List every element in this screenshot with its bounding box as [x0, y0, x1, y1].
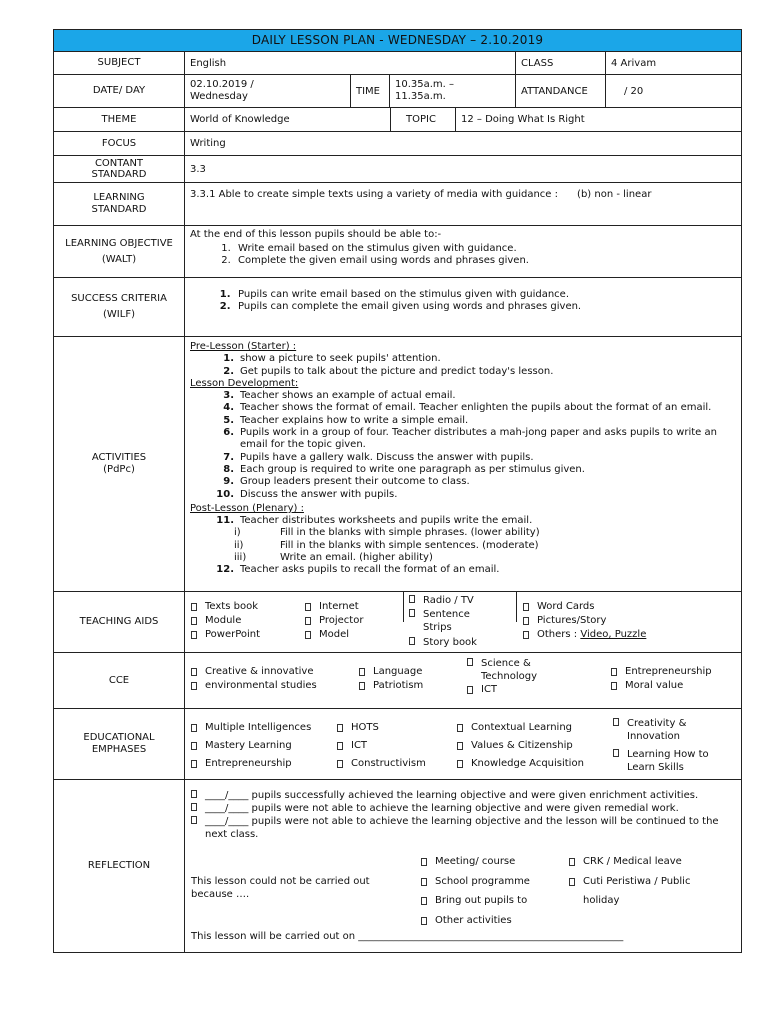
checkbox-icon[interactable]: [305, 617, 311, 625]
aid-option[interactable]: Internet: [305, 600, 363, 614]
activities-content: [185, 337, 741, 591]
teaching-aids-label: TEACHING AIDS: [54, 592, 185, 652]
list-item: 12. Teacher asks pupils to recall the format of an email.: [216, 564, 500, 576]
list-item: 10. Discuss the answer with pupils.: [216, 488, 398, 500]
emphasis-option[interactable]: Entrepreneurship: [191, 755, 311, 773]
cce-option[interactable]: Language: [359, 665, 423, 679]
aid-option[interactable]: Projector: [305, 614, 363, 628]
list-item: 9. Group leaders present their outcome to class.: [223, 476, 470, 488]
page-title: DAILY LESSON PLAN - WEDNESDAY – 2.10.2019: [54, 30, 741, 52]
list-item: 11. Teacher distributes worksheets and pupils write the email.: [216, 515, 533, 527]
checkbox-icon[interactable]: [421, 917, 427, 925]
checkbox-icon[interactable]: [191, 816, 197, 824]
checkbox-icon[interactable]: [191, 742, 197, 750]
focus-value: Writing: [190, 138, 226, 149]
post-lesson-heading: Post-Lesson (Plenary) :: [190, 502, 304, 514]
class-value: 4 Arivam: [611, 57, 657, 69]
emphases-row: [54, 709, 741, 780]
reflection-label: REFLECTION: [54, 780, 185, 952]
list-item: 5. Teacher explains how to write a simple email.: [223, 414, 469, 426]
topic-value: 12 – Doing What Is Right: [461, 114, 585, 125]
objective-intro: At the end of this lesson pupils should be able to:-: [190, 229, 442, 240]
content-standard-row: [54, 156, 741, 183]
date-row: [54, 75, 741, 108]
checkbox-icon[interactable]: [467, 686, 473, 694]
list-item: 7. Pupils have a gallery walk. Discuss the answer with pupils.: [223, 451, 534, 463]
aid-option[interactable]: Module: [191, 614, 260, 628]
success-item: 1. Pupils can write email based on the stimulus given with guidance.: [234, 289, 736, 301]
reflection-line[interactable]: ____/____ pupils successfully achieved the learning objective and were given enrichment activities.: [191, 789, 735, 802]
emphasis-option[interactable]: Contextual Learning: [457, 719, 584, 737]
teaching-aids-options: [185, 592, 741, 652]
aid-option[interactable]: Sentence Strips: [409, 608, 477, 634]
cce-option[interactable]: Patriotism: [359, 679, 423, 693]
checkbox-icon[interactable]: [191, 803, 197, 811]
aid-option[interactable]: Radio / TV: [409, 594, 477, 608]
carried-on-line: This lesson will be carried out on _____________________________________________________: [191, 931, 624, 942]
checkbox-icon[interactable]: [569, 878, 575, 886]
checkbox-icon[interactable]: [523, 603, 529, 611]
activities-row: [54, 337, 741, 592]
cce-option[interactable]: environmental studies: [191, 679, 317, 693]
checkbox-icon[interactable]: [191, 724, 197, 732]
success-item: 2. Pupils can complete the email given using words and phrases given.: [234, 301, 736, 313]
checkbox-icon[interactable]: [337, 760, 343, 768]
reason-option[interactable]: Meeting/ course: [421, 852, 530, 872]
checkbox-icon[interactable]: [191, 682, 197, 690]
checkbox-icon[interactable]: [613, 749, 619, 757]
success-row: [54, 278, 741, 337]
checkbox-icon[interactable]: [523, 617, 529, 625]
checkbox-icon[interactable]: [191, 603, 197, 611]
aid-option[interactable]: Pictures/Story: [523, 614, 646, 628]
checkbox-icon[interactable]: [359, 668, 365, 676]
list-item: 8. Each group is required to write one paragraph as per stimulus given.: [223, 463, 585, 475]
content-standard-label: CONTANT STANDARD: [54, 156, 185, 182]
checkbox-icon[interactable]: [421, 858, 427, 866]
checkbox-icon[interactable]: [305, 631, 311, 639]
lesson-plan-table: [53, 29, 742, 953]
time-value: 10.35a.m. – 11.35a.m.: [390, 75, 516, 107]
list-item: 2. Get pupils to talk about the picture and predict today's lesson.: [223, 365, 554, 377]
checkbox-icon[interactable]: [191, 760, 197, 768]
sub-item: ii) Fill in the blanks with simple sentences. (moderate): [234, 539, 539, 551]
checkbox-icon[interactable]: [409, 595, 415, 603]
cce-label: CCE: [54, 653, 185, 708]
learning-standard-label: LEARNING STANDARD: [54, 183, 185, 225]
success-label: SUCCESS CRITERIA (WILF): [54, 278, 185, 336]
not-carried-text: This lesson could not be carried out because ….: [191, 876, 370, 900]
lesson-development-list: [190, 390, 736, 501]
aid-option[interactable]: Model: [305, 628, 363, 642]
checkbox-icon[interactable]: [409, 637, 415, 645]
focus-row: [54, 132, 741, 156]
post-lesson-list: [190, 515, 736, 527]
lesson-development-heading: Lesson Development:: [190, 377, 299, 389]
cce-option[interactable]: Science & Technology: [467, 657, 537, 683]
theme-row: [54, 108, 741, 132]
reason-option[interactable]: School programme: [421, 872, 530, 892]
teaching-aids-row: [54, 592, 741, 653]
reason-option[interactable]: Bring out pupils to: [421, 891, 530, 911]
checkbox-icon[interactable]: [191, 617, 197, 625]
class-label: CLASS: [516, 52, 606, 74]
reflection-row: [54, 780, 741, 952]
subject-value: English: [185, 52, 516, 74]
objective-content: [185, 226, 741, 277]
checkbox-icon[interactable]: [569, 858, 575, 866]
theme-label: THEME: [54, 108, 185, 131]
cce-option[interactable]: Moral value: [611, 679, 712, 693]
topic-label: TOPIC: [391, 108, 456, 131]
checkbox-icon[interactable]: [611, 682, 617, 690]
checkbox-icon[interactable]: [191, 790, 197, 798]
emphasis-option[interactable]: ICT: [337, 737, 426, 755]
sub-item: i) Fill in the blanks with simple phrases. (lower ability): [234, 527, 540, 539]
objective-list: [190, 243, 736, 267]
sub-item: iii) Write an email. (higher ability): [234, 552, 433, 564]
date-label: DATE/ DAY: [54, 75, 185, 107]
emphasis-option[interactable]: Multiple Intelligences: [191, 719, 311, 737]
emphasis-option[interactable]: Mastery Learning: [191, 737, 311, 755]
checkbox-icon[interactable]: [359, 682, 365, 690]
aid-option[interactable]: Story book: [409, 636, 477, 650]
objective-label: LEARNING OBJECTIVE (WALT): [54, 226, 185, 277]
checkbox-icon[interactable]: [613, 718, 619, 726]
pre-lesson-list: [190, 353, 736, 378]
post-lesson-list-end: [190, 564, 736, 576]
date-value: 02.10.2019 / Wednesday: [185, 75, 351, 107]
emphases-label: EDUCATIONAL EMPHASES: [54, 709, 185, 779]
reason-option[interactable]: CRK / Medical leave: [569, 852, 690, 872]
checkbox-icon[interactable]: [191, 631, 197, 639]
cce-options: [185, 653, 741, 708]
emphasis-option[interactable]: Creativity & Innovation: [613, 717, 709, 743]
reflection-line[interactable]: ____/____ pupils were not able to achieve the learning objective and the lesson will be continued to the next class.: [191, 815, 735, 841]
list-item: 6. Pupils work in a group of four. Teacher distributes a mah-jong paper and asks pupils to write an email for the topic given.: [223, 427, 717, 451]
reflection-line[interactable]: ____/____ pupils were not able to achieve the learning objective and were given remedial work.: [191, 802, 735, 815]
aid-option[interactable]: PowerPoint: [191, 628, 260, 642]
subject-row: [54, 52, 741, 75]
cce-option[interactable]: Entrepreneurship: [611, 665, 712, 679]
cce-option[interactable]: Creative & innovative: [191, 665, 317, 679]
objective-row: [54, 226, 741, 278]
checkbox-icon[interactable]: [409, 609, 415, 617]
checkbox-icon[interactable]: [523, 631, 529, 639]
checkbox-icon[interactable]: [457, 724, 463, 732]
attendance-label: ATTANDANCE: [516, 75, 606, 107]
objective-item: 2. Complete the given email using words and phrases given.: [234, 255, 736, 267]
attendance-value: / 20: [624, 85, 644, 97]
success-content: [185, 278, 741, 336]
cce-row: [54, 653, 741, 709]
checkbox-icon[interactable]: [457, 742, 463, 750]
aid-option-others[interactable]: Others : Video, Puzzle: [523, 628, 646, 642]
emphasis-option[interactable]: Learning How to Learn Skills: [613, 748, 709, 774]
checkbox-icon[interactable]: [467, 658, 473, 666]
list-item: 4. Teacher shows the format of email. Teacher enlighten the pupils about the format of an email.: [223, 402, 712, 414]
others-value: Video, Puzzle: [580, 629, 647, 640]
list-item: 1. show a picture to seek pupils' attention.: [223, 353, 441, 365]
emphasis-option[interactable]: Constructivism: [337, 755, 426, 773]
learning-standard-value: 3.3.1 Able to create simple texts using a variety of media with guidance : (b) non - linear: [190, 189, 652, 200]
time-label: TIME: [351, 75, 390, 107]
subject-label: SUBJECT: [54, 52, 185, 74]
reason-option[interactable]: Other activities: [421, 911, 530, 931]
pre-lesson-heading: Pre-Lesson (Starter) :: [190, 341, 297, 352]
checkbox-icon[interactable]: [337, 742, 343, 750]
emphasis-option[interactable]: Values & Citizenship: [457, 737, 584, 755]
content-standard-value: 3.3: [190, 163, 206, 175]
checkbox-icon[interactable]: [421, 878, 427, 886]
reflection-content: [185, 780, 741, 952]
theme-value: World of Knowledge: [185, 108, 391, 131]
aid-option[interactable]: Texts book: [191, 600, 260, 614]
focus-label: FOCUS: [54, 132, 185, 155]
checkbox-icon[interactable]: [457, 760, 463, 768]
emphasis-option[interactable]: Knowledge Acquisition: [457, 755, 584, 773]
list-item: 3. Teacher shows an example of actual email.: [223, 390, 456, 402]
success-list: [190, 289, 736, 313]
checkbox-icon[interactable]: [337, 724, 343, 732]
objective-item: 1. Write email based on the stimulus given with guidance.: [234, 243, 736, 255]
checkbox-icon[interactable]: [421, 897, 427, 905]
aid-option[interactable]: Word Cards: [523, 600, 646, 614]
cce-option[interactable]: ICT: [467, 683, 537, 697]
reason-option[interactable]: Cuti Peristiwa / Public holiday: [569, 872, 690, 911]
emphases-options: [185, 709, 741, 779]
checkbox-icon[interactable]: [611, 668, 617, 676]
checkbox-icon[interactable]: [305, 603, 311, 611]
learning-standard-row: [54, 183, 741, 226]
activities-label: ACTIVITIES (PdPc): [54, 337, 185, 591]
checkbox-icon[interactable]: [191, 668, 197, 676]
emphasis-option[interactable]: HOTS: [337, 719, 426, 737]
